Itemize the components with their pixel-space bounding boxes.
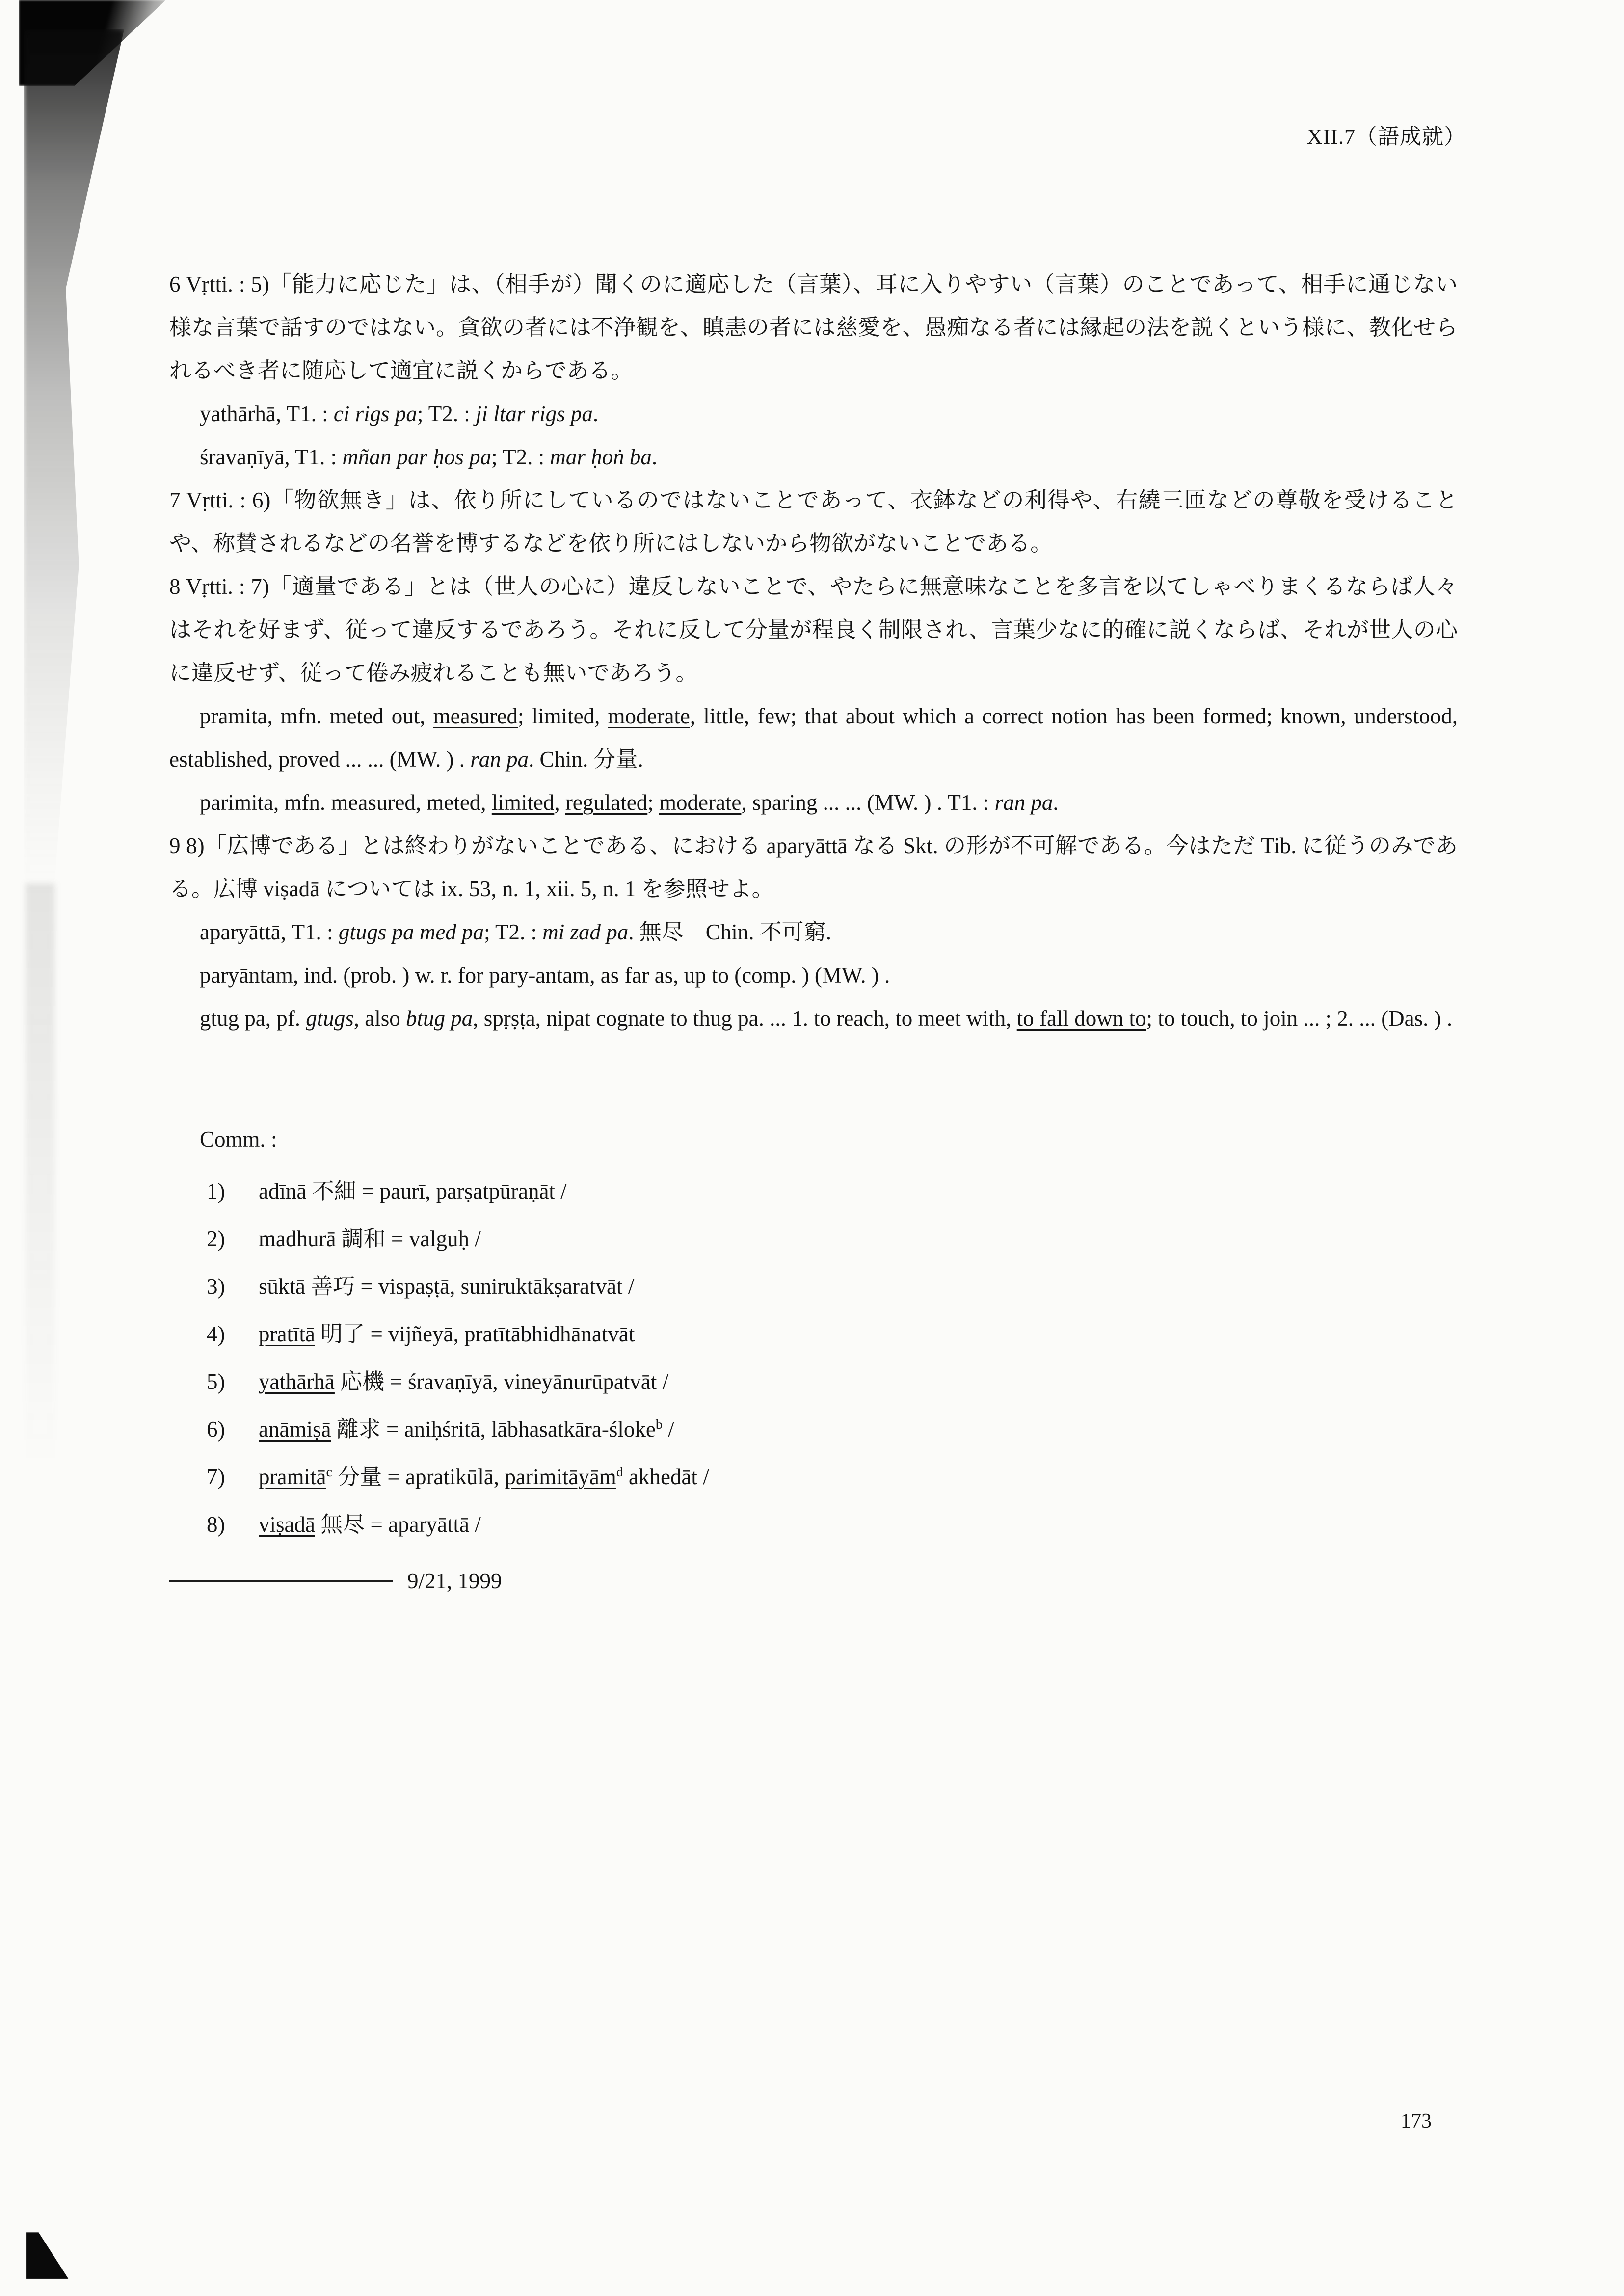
text-segment: , sparing ... ... (MW. ) . T1. : bbox=[741, 790, 995, 815]
comm-list bbox=[169, 1168, 1458, 1548]
text-segment: 9 8)「広博である」とは終わりがないことである、における aparyāttā なる Skt. の形が不可解である。今はただ Tib. に従うのみである。広博 viṣadā については ix. 53, n. 1, xii. 5, n. 1 を参照せよ。 bbox=[169, 833, 1458, 901]
comm-item-2 bbox=[207, 1215, 1458, 1263]
paragraph-vrtti-5 bbox=[169, 263, 1458, 392]
scan-artifact-bottom-left bbox=[26, 2232, 69, 2279]
text-segment: 明了 = vijñeyā, pratītābhidhānatvāt bbox=[315, 1322, 635, 1346]
text-segment: / bbox=[662, 1417, 674, 1442]
underlined-term: limited bbox=[491, 790, 555, 815]
text-segment: 応機 = śravaṇīyā, vineyānurūpatvāt / bbox=[334, 1369, 669, 1394]
text-segment: ; T2. : bbox=[484, 920, 543, 944]
text-segment: . bbox=[651, 445, 658, 469]
text-segment: 離求 = aniḥśritā, lābhasatkāra-śloke bbox=[331, 1417, 656, 1442]
body-text bbox=[169, 263, 1458, 1602]
tibetan-transliteration: ran pa bbox=[470, 747, 529, 772]
text-segment: sūktā 善巧 = vispaṣṭā, suniruktākṣaratvāt / bbox=[259, 1274, 635, 1299]
comm-heading: Comm. : bbox=[200, 1127, 277, 1151]
list-number: 7) bbox=[207, 1465, 225, 1489]
tibetan-transliteration: btug pa bbox=[405, 1006, 473, 1031]
list-number: 8) bbox=[207, 1512, 225, 1537]
text-segment: akhedāt / bbox=[623, 1465, 709, 1489]
comm-item-6 bbox=[207, 1406, 1458, 1453]
tibetan-transliteration: mñan par ḥos pa bbox=[342, 445, 492, 469]
text-segment: gtug pa, pf. bbox=[200, 1006, 306, 1031]
text-segment: śravaṇīyā, T1. : bbox=[200, 445, 343, 469]
list-item-text bbox=[259, 1168, 1458, 1215]
date-line bbox=[169, 1559, 1458, 1602]
text-segment: 分量 = apratikūlā, bbox=[332, 1465, 505, 1489]
list-item-text bbox=[259, 1358, 1458, 1406]
text-segment: . 無尽 Chin. 不可窮. bbox=[628, 920, 832, 944]
tibetan-transliteration: ci rigs pa bbox=[333, 401, 417, 426]
running-header: XII.7（語成就） bbox=[1306, 125, 1466, 149]
text-segment: , bbox=[554, 790, 565, 815]
list-item-text bbox=[259, 1310, 1458, 1358]
list-item-text bbox=[259, 1453, 1458, 1501]
tibetan-transliteration: ran pa bbox=[994, 790, 1053, 815]
paragraph-9 bbox=[169, 824, 1458, 910]
underlined-term: anāmiṣā bbox=[259, 1417, 331, 1442]
text-segment: yathārhā, T1. : bbox=[200, 401, 334, 426]
gloss-paryantam bbox=[169, 954, 1458, 997]
text-segment: 無尽 = aparyāttā / bbox=[315, 1512, 481, 1537]
underlined-term: pramitā bbox=[259, 1465, 326, 1489]
text-segment: 7 Vṛtti. : 6)「物欲無き」は、依り所にしているのではないことであって、衣鉢などの利得や、右繞三匝などの尊敬を受けることや、称賛されるなどの名誉を博するなどを依り所にはしないから物欲がないことである。 bbox=[169, 488, 1458, 556]
underlined-term: to fall down to bbox=[1016, 1006, 1146, 1031]
list-item-text bbox=[259, 1215, 1458, 1263]
underlined-term: measured bbox=[433, 704, 518, 728]
text-segment: d bbox=[616, 1465, 623, 1480]
scan-artifact-left-edge bbox=[24, 29, 124, 893]
list-number: 5) bbox=[207, 1369, 225, 1394]
underlined-term: viṣadā bbox=[259, 1512, 315, 1537]
text-segment: . bbox=[592, 401, 599, 426]
text-segment: parimita, mfn. measured, meted, bbox=[200, 790, 492, 815]
text-segment: ; T2. : bbox=[417, 401, 476, 426]
comm-item-7 bbox=[207, 1453, 1458, 1501]
paragraph-container bbox=[169, 263, 1458, 1040]
underlined-term: moderate bbox=[659, 790, 742, 815]
underlined-term: yathārhā bbox=[259, 1369, 335, 1394]
underlined-term: regulated bbox=[565, 790, 648, 815]
comm-item-4 bbox=[207, 1310, 1458, 1358]
text-segment: 8 Vṛtti. : 7)「適量である」とは（世人の心に）違反しないことで、やたらに無意味なことを多言を以てしゃべりまくるならば人々はそれを好まず、従って違反するであろう。それに反して分量が程良く制限され、言葉少なに的確に説くならば、それが世人の心に違反せず、従って倦み疲れることも無いであろう。 bbox=[169, 574, 1458, 685]
text-segment: c bbox=[326, 1465, 332, 1480]
list-number: 1) bbox=[207, 1179, 225, 1203]
tibetan-transliteration: mar ḥoṅ ba bbox=[550, 445, 652, 469]
horizontal-rule bbox=[169, 1580, 393, 1582]
date-text: 9/21, 1999 bbox=[407, 1569, 502, 1593]
text-segment: pramita, mfn. meted out, bbox=[200, 704, 433, 728]
text-segment: aparyāttā, T1. : bbox=[200, 920, 339, 944]
gloss-yatharha bbox=[169, 392, 1458, 435]
comm-item-8 bbox=[207, 1501, 1458, 1548]
list-number: 2) bbox=[207, 1227, 225, 1251]
text-segment: , spṛṣṭa, nipat cognate to thug pa. ... 1. to reach, to meet with, bbox=[473, 1006, 1017, 1031]
text-segment: ; to touch, to join ... ; 2. ... (Das. ) . bbox=[1146, 1006, 1453, 1031]
tibetan-transliteration: mi zad pa bbox=[542, 920, 629, 944]
comm-item-3 bbox=[207, 1263, 1458, 1310]
list-item-text bbox=[259, 1263, 1458, 1310]
tibetan-transliteration: gtugs pa med pa bbox=[338, 920, 484, 944]
list-item-text bbox=[259, 1501, 1458, 1548]
gloss-sravaniya bbox=[169, 435, 1458, 479]
text-segment: adīnā 不細 = paurī, parṣatpūraṇāt / bbox=[259, 1179, 567, 1203]
underlined-term: pratītā bbox=[259, 1322, 315, 1346]
paragraph-vrtti-6 bbox=[169, 479, 1458, 565]
comm-item-1 bbox=[207, 1168, 1458, 1215]
text-segment: ; T2. : bbox=[491, 445, 550, 469]
text-segment: 6 Vṛtti. : 5)「能力に応じた」は、（相手が）聞くのに適応した（言葉）、耳に入りやすい（言葉）のことであって、相手に通じない様な言葉で話すのではない。貪欲の者には不浄観を、瞋恚の者には慈愛を、愚痴なる者には縁起の法を説くという様に、教化せられるべき者に随応して適宜に説くからである。 bbox=[169, 272, 1458, 383]
text-segment: b bbox=[655, 1417, 663, 1432]
entry-gtug-pa bbox=[169, 997, 1458, 1040]
comm-item-5 bbox=[207, 1358, 1458, 1406]
entry-pramita bbox=[169, 694, 1458, 781]
page-number: 173 bbox=[1401, 2110, 1432, 2133]
list-number: 3) bbox=[207, 1274, 225, 1299]
list-item-text bbox=[259, 1406, 1458, 1453]
paragraph-vrtti-7 bbox=[169, 565, 1458, 694]
list-number: 6) bbox=[207, 1417, 225, 1442]
underlined-term: parimitāyām bbox=[505, 1465, 616, 1489]
text-segment: . Chin. 分量. bbox=[529, 747, 643, 772]
text-segment: , also bbox=[353, 1006, 406, 1031]
text-segment: paryāntam, ind. (prob. ) w. r. for pary-antam, as far as, up to (comp. ) (MW. ) . bbox=[200, 963, 890, 988]
text-segment: , little, few; that about which a correct notion has been formed; known, understood, established, proved ... ... (MW. ) . bbox=[169, 704, 1458, 772]
text-segment: ; bbox=[647, 790, 659, 815]
tibetan-transliteration: gtugs bbox=[306, 1006, 354, 1031]
underlined-term: moderate bbox=[608, 704, 690, 728]
list-number: 4) bbox=[207, 1322, 225, 1346]
scan-artifact-left-faint bbox=[26, 883, 55, 1571]
entry-parimita bbox=[169, 781, 1458, 824]
text-segment: ; limited, bbox=[518, 704, 608, 728]
tibetan-transliteration: ji ltar rigs pa bbox=[476, 401, 593, 426]
gloss-aparyatta bbox=[169, 910, 1458, 954]
text-segment: . bbox=[1053, 790, 1059, 815]
text-segment: madhurā 調和 = valguḥ / bbox=[259, 1227, 481, 1251]
